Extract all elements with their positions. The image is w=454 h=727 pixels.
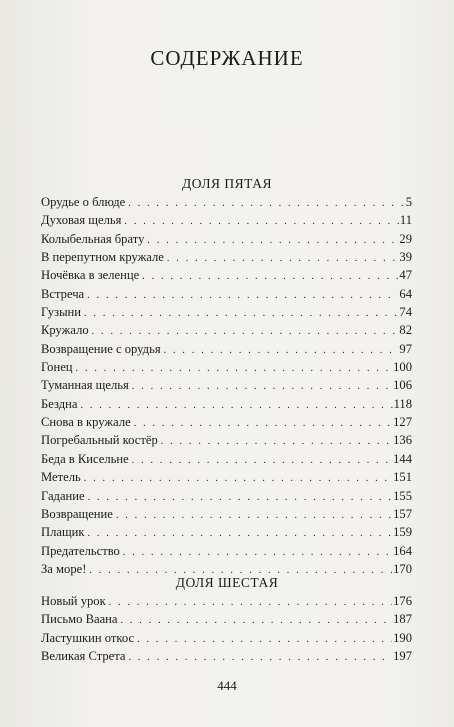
toc-entry [41,413,412,431]
toc-entry-page: 197 [393,649,412,664]
toc-entry [41,592,412,610]
toc-entry [41,211,412,229]
toc-entry-title: Плащик [41,525,85,540]
dot-leader [147,232,398,250]
toc-entry-title: Духовая щелья [41,213,122,228]
dot-leader [167,250,399,268]
toc-entry-title: Туманная щелья [41,378,129,393]
section-title-part-5: ДОЛЯ ПЯТАЯ [182,176,272,191]
toc-list-part-5 [41,193,412,578]
toc-entry-title: Новый урок [41,594,106,608]
toc-entry-title: Великая Стрета [41,649,126,664]
page-number: 444 [217,678,237,693]
toc-entry [41,431,412,449]
dot-leader [134,415,392,433]
toc-entry-title: Колыбельная брату [41,231,145,246]
toc-entry-page: 39 [399,250,412,265]
toc-entry-page: 118 [393,396,412,411]
dot-leader [129,649,393,667]
toc-entry [41,248,412,266]
toc-entry-page: 170 [393,561,412,576]
dot-leader [132,452,392,470]
dot-leader [132,378,392,396]
toc-entry-page: 106 [393,378,412,393]
toc-entry-title: Ластушкин откос [41,630,135,645]
toc-entry-title: Ночёвка в зеленце [41,268,140,283]
toc-entry-page: 144 [393,451,412,466]
dot-leader [142,268,398,286]
toc-entry [41,230,412,248]
toc-entry-page: 136 [393,433,412,448]
toc-entry-page: 47 [399,268,412,283]
dot-leader [137,631,392,649]
toc-entry-page: 187 [393,612,412,627]
toc-entry-page: 127 [393,415,412,430]
toc-entry-title: За море! [41,561,87,576]
toc-entry-page: 100 [393,360,412,375]
toc-entry-page: 157 [393,506,412,521]
toc-entry-page: 97 [399,341,412,356]
toc-list-part-6 [41,592,412,665]
dot-leader [161,433,392,451]
toc-entry-title: Гузыни [41,305,82,320]
toc-entry [41,450,412,468]
toc-entry-title: Кружало [41,323,89,338]
toc-entry-title: Письмо Ваана [41,612,118,627]
toc-entry [41,505,412,523]
toc-entry [41,468,412,486]
section-title-part-6: ДОЛЯ ШЕСТАЯ [175,575,279,590]
dot-leader [121,612,393,630]
toc-entry-title: Возвращение [41,506,113,521]
toc-entry [41,629,412,647]
toc-entry-title: Предательство [41,543,120,558]
toc-entry [41,376,412,394]
toc-entry-title: Погребальный костёр [41,433,158,448]
dot-leader [88,525,393,543]
toc-entry [41,487,412,505]
dot-leader [123,544,392,562]
dot-leader [109,594,392,612]
dot-leader [164,342,399,360]
toc-entry-title: Встреча [41,286,85,301]
toc-entry [41,321,412,339]
toc-entry-title: Метель [41,470,81,485]
toc-entry-page: 176 [393,594,412,608]
page-title: СОДЕРЖАНИЕ [150,46,304,70]
toc-entry [41,523,412,541]
dot-leader [84,305,398,323]
toc-entry-title: Снова в кружале [41,415,131,430]
toc-entry-page: 190 [393,630,412,645]
dot-leader [88,489,392,507]
dot-leader [84,470,392,488]
toc-entry [41,193,412,211]
toc-entry-title: Орудье о блюде [41,195,126,209]
toc-entry [41,395,412,413]
toc-entry-page: 82 [399,323,412,338]
toc-entry-page: 159 [393,525,412,540]
toc-entry-title: В перепутном кружале [41,250,164,265]
toc-entry [41,266,412,284]
toc-entry [41,647,412,665]
toc-entry [41,285,412,303]
toc-entry-page: 11 [399,213,412,228]
toc-entry [41,340,412,358]
toc-entry [41,542,412,560]
toc-entry-title: Возвращение с орудья [41,341,161,356]
toc-entry-title: Бездна [41,396,78,411]
toc-entry [41,303,412,321]
toc-entry-page: 164 [393,543,412,558]
toc-entry-page: 29 [399,231,412,246]
dot-leader [124,213,398,231]
toc-entry-title: Гонец [41,360,73,375]
toc-entry-title: Гадание [41,488,85,503]
dot-leader [116,507,392,525]
toc-entry-page: 155 [393,488,412,503]
toc-entry [41,358,412,376]
toc-entry-page: 74 [399,305,412,320]
toc-entry-title: Беда в Кисельне [41,451,129,466]
dot-leader [87,287,398,305]
toc-entry [41,610,412,628]
toc-entry-page: 64 [399,286,412,301]
toc-entry-page: 151 [393,470,412,485]
dot-leader [128,195,404,213]
toc-entry-page: 5 [405,195,412,209]
